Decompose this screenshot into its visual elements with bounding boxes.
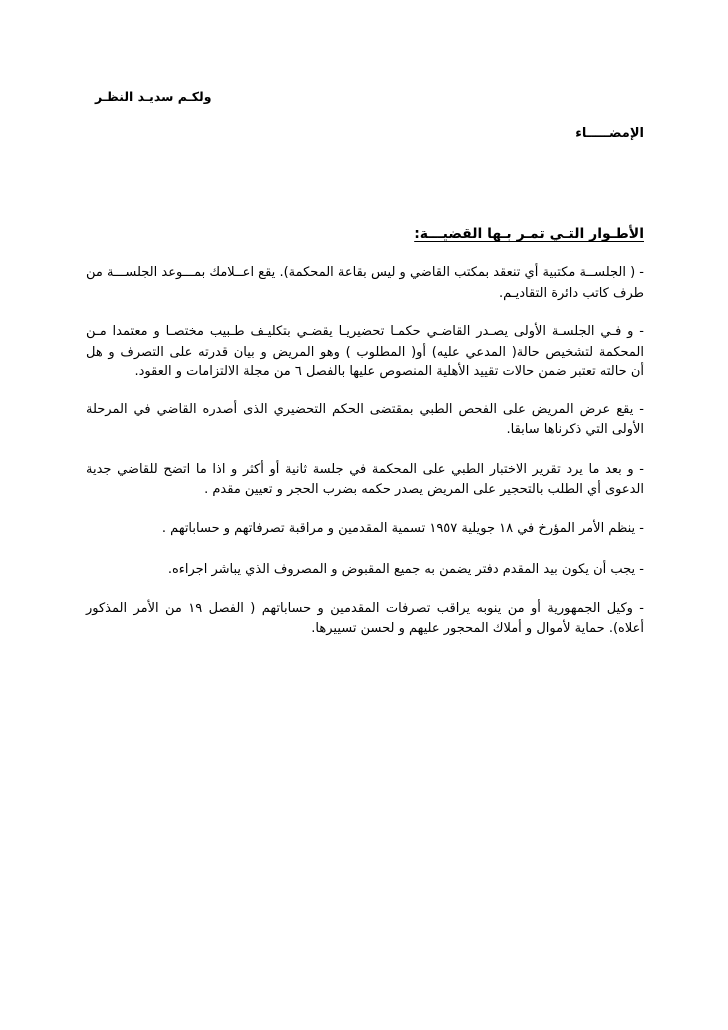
paragraph-line: أن حالته تعتبر ضمن حالات تقييد الأهلية المنصوص عليها بالفصل ٦ من مجلة الالتزامات و العقود.: [134, 364, 644, 379]
section-title: الأطـوار التـي تمـر بـها القضيـــة:: [414, 226, 644, 242]
paragraph-line: - ( الجلســة مكتبية أي تنعقد بمكتب القاضي و ليس بقاعة المحكمة). يقع اعــلامك بمـــوعد الجلســـة من: [86, 265, 644, 280]
signature-label: الإمضـــــاء: [575, 126, 644, 141]
paragraph-line: - و فـي الجلسـة الأولى يصـدر القاضـي حكمـا تحضيريـا يقضـي بتكليـف طـبيب مختصـا و معتمدا مـن: [86, 324, 644, 339]
paragraph-line: - ينظم الأمر المؤرخ في ١٨ جويلية ١٩٥٧ تسمية المقدمين و مراقبة تصرفاتهم و حساباتهم .: [161, 521, 644, 536]
paragraph-line: طرف كاتب دائرة التقاديـم.: [499, 286, 644, 301]
paragraph-line: أعلاه). حماية لأموال و أملاك المحجور عليهم و لحسن تسييرها.: [311, 621, 644, 636]
paragraph-line: الأولى التي ذكرناها سابقا.: [506, 422, 644, 437]
paragraph-line: الدعوى أي الطلب بالتحجير على المريض يصدر حكمه بضرب الحجر و تعيين مقدم .: [204, 482, 644, 497]
paragraph-line: - و بعد ما يرد تقرير الاختبار الطبي على المحكمة في جلسة ثانية أو أكثر و اذا ما اتضح للقاضي جدية: [86, 462, 644, 477]
closing-salutation: ولكـم سديـد النظـر: [95, 89, 212, 104]
paragraph-line: - وكيل الجمهورية أو من ينوبه يراقب تصرفات المقدمين و حساباتهم ( الفصل ١٩ من الأمر المذكور: [86, 601, 645, 616]
paragraph-line: المحكمة لتشخيص حالة( المدعي عليه) أو( المطلوب ) وهو المريض و بيان قدرته على التصرف و هل: [86, 345, 644, 360]
paragraph-line: - يقع عرض المريض على الفحص الطبي بمقتضى الحكم التحضيري الذى أصدره القاضي في المرحلة: [86, 402, 644, 417]
paragraph-line: - يجب أن يكون بيد المقدم دفتر يضمن به جميع المقبوض و المصروف الذي يباشر اجراءه.: [167, 562, 644, 577]
